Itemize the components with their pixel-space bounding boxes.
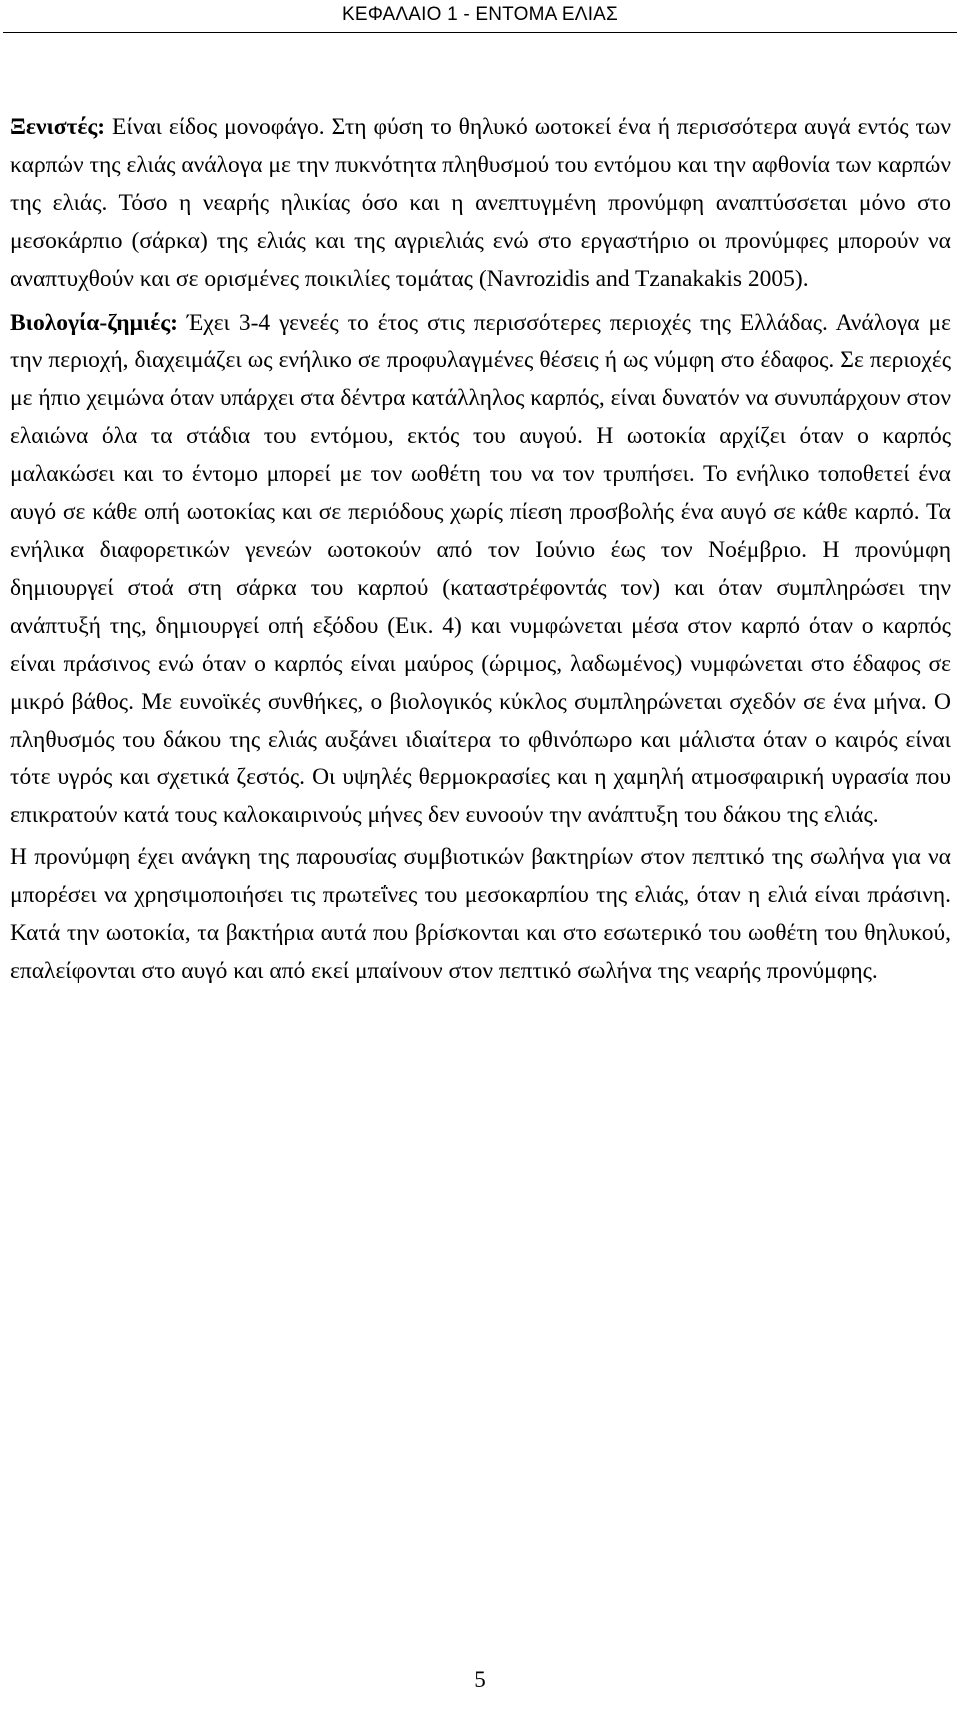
paragraph-term: Βιολογία-ζημιές: [10,309,178,336]
body-text [10,109,951,991]
paragraph-biology-damage [10,305,951,836]
paragraph-hosts [10,109,951,299]
paragraph-text: Είναι είδος μονοφάγο. Στη φύση το θηλυκό ωοτοκεί ένα ή περισσότερα αυγά εντός των καρπών της ελιάς ανάλογα με την πυκνότητα πληθυσμού του εντόμου και την αφθονία των καρπών της ελιάς. Τόσο η νεαρής ηλικίας όσο και η ανεπτυγμένη προνύμφη αναπτύσσεται μόνο στο μεσοκάρπιο (σάρκα) της ελιάς και της αγριελιάς ενώ στο εργαστήριο οι προνύμφες μπορούν να αναπτυχθούν και σε ορισμένες ποικιλίες τομάτας (Navrozidis and Tzanakakis 2005). [10,114,951,292]
paragraph-term: Ξενιστές: [10,114,106,140]
paragraph-symbiotic-bacteria [10,839,951,991]
running-header: ΚΕΦΑΛΑΙΟ 1 - ΕΝΤΟΜΑ ΕΛΙΑΣ [341,4,618,25]
paragraph-text: Έχει 3-4 γενεές το έτος στις περισσότερες περιοχές της Ελλάδας. Ανάλογα με την περιοχή, διαχειμάζει ως ενήλικο σε προφυλαγμένες θέσεις ή ως νύμφη στο έδαφος. Σε περιοχές με ήπιο χειμώνα όταν υπάρχει στα δέντρα κατάλληλος καρπός, είναι δυνατόν να συνυπάρχουν στον ελαιώνα όλα τα στάδια του εντόμου, εκτός του αυγού. Η ωοτοκία αρχίζει όταν ο καρπός μαλακώσει και το έντομο μπορεί με τον ωοθέτη του να τον τρυπήσει. Το ενήλικο τοποθετεί ένα αυγό σε κάθε οπή ωοτοκίας και σε περιόδους χωρίς πίεση προσβολής ένα αυγό σε κάθε καρπό. Τα ενήλικα διαφορετικών γενεών ωοτοκούν από τον Ιούνιο έως τον Νοέμβριο. Η προνύμφη δημιουργεί στοά στη σάρκα του καρπού (καταστρέφοντάς τον) και όταν συμπληρώσει την ανάπτυξή της, δημιουργεί οπή εξόδου (Εικ. 4) και νυμφώνεται μέσα στον καρπό όταν ο καρπός είναι πράσινος ενώ όταν ο καρπός είναι μαύρος (ώριμος, λαδωμένος) νυμφώνεται στο έδαφος σε μικρό βάθος. Με ευνοϊκές συνθήκες, ο βιολογικός κύκλος συμπληρώνεται σχεδόν σε ένα μήνα. Ο πληθυσμός του δάκου της ελιάς αυξάνει ιδιαίτερα το φθινόπωρο και μάλιστα όταν ο καιρός είναι τότε υγρός και σχετικά ζεστός. Οι υψηλές θερμοκρασίες και η χαμηλή ατμοσφαιρική υγρασία που επικρατούν κατά τους καλοκαιρινούς μήνες δεν ευνοούν την ανάπτυξη του δάκου της ελιάς. [10,309,951,829]
page-number: 5 [474,1667,486,1692]
header-rule [3,32,957,33]
paragraph-text: Η προνύμφη έχει ανάγκη της παρουσίας συμβιοτικών βακτηρίων στον πεπτικό της σωλήνα για να μπορέσει να χρησιμοποιήσει τις πρωτεΐνες του μεσοκαρπίου της ελιάς, όταν η ελιά είναι πράσινη. Κατά την ωοτοκία, τα βακτήρια αυτά που βρίσκονται και στο εσωτερικό του ωοθέτη του θηλυκού, επαλείφονται στο αυγό και από εκεί μπαίνουν στον πεπτικό σωλήνα της νεαρής προνύμφης. [10,844,951,984]
